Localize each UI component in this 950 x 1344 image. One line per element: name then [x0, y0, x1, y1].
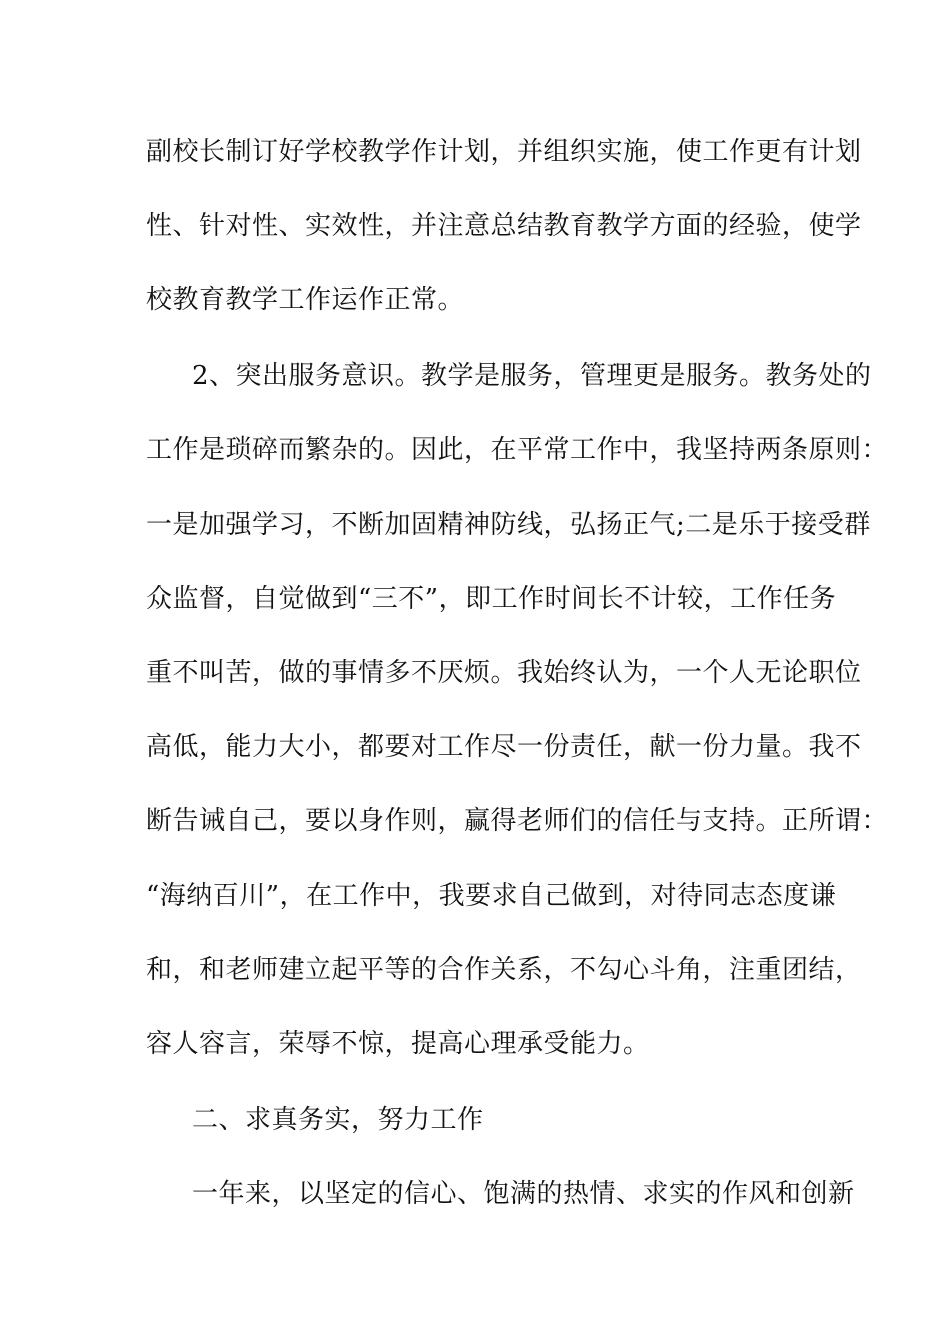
paragraph-line: 工作是琐碎而繁杂的。因此，在平常工作中，我坚持两条原则：	[146, 435, 889, 465]
paragraph-line: 容人容言，荣辱不惊，提高心理承受能力。	[146, 1029, 650, 1059]
paragraph-line: 高低，能力大小，都要对工作尽一份责任，献一份力量。我不	[146, 732, 862, 762]
paragraph-line: 众监督，自觉做到“三不”，即工作时间长不计较，工作任务	[146, 584, 837, 614]
paragraph-line: 校教育教学工作运作正常。	[146, 285, 465, 315]
paragraph-line: 副校长制订好学校教学作计划，并组织实施，使工作更有计划	[146, 137, 862, 167]
section-heading: 二、求真务实，努力工作	[192, 1105, 484, 1135]
paragraph-line: 2、突出服务意识。教学是服务，管理更是服务。教务处的	[192, 361, 872, 391]
paragraph-line: “海纳百川”，在工作中，我要求自己做到，对待同志态度谦	[146, 881, 837, 911]
paragraph-line: 重不叫苦，做的事情多不厌烦。我始终认为，一个人无论职位	[146, 658, 862, 688]
paragraph-line: 性、针对性、实效性，并注意总结教育教学方面的经验，使学	[146, 211, 862, 241]
paragraph-line: 和，和老师建立起平等的合作关系，不勾心斗角，注重团结，	[146, 955, 862, 985]
paragraph-line: 一是加强学习，不断加固精神防线，弘扬正气;二是乐于接受群	[146, 510, 871, 540]
paragraph-line: 断告诫自己，要以身作则，赢得老师们的信任与支持。正所谓：	[146, 806, 889, 836]
paragraph-line: 一年来，以坚定的信心、饱满的热情、求实的作风和创新	[192, 1179, 855, 1209]
